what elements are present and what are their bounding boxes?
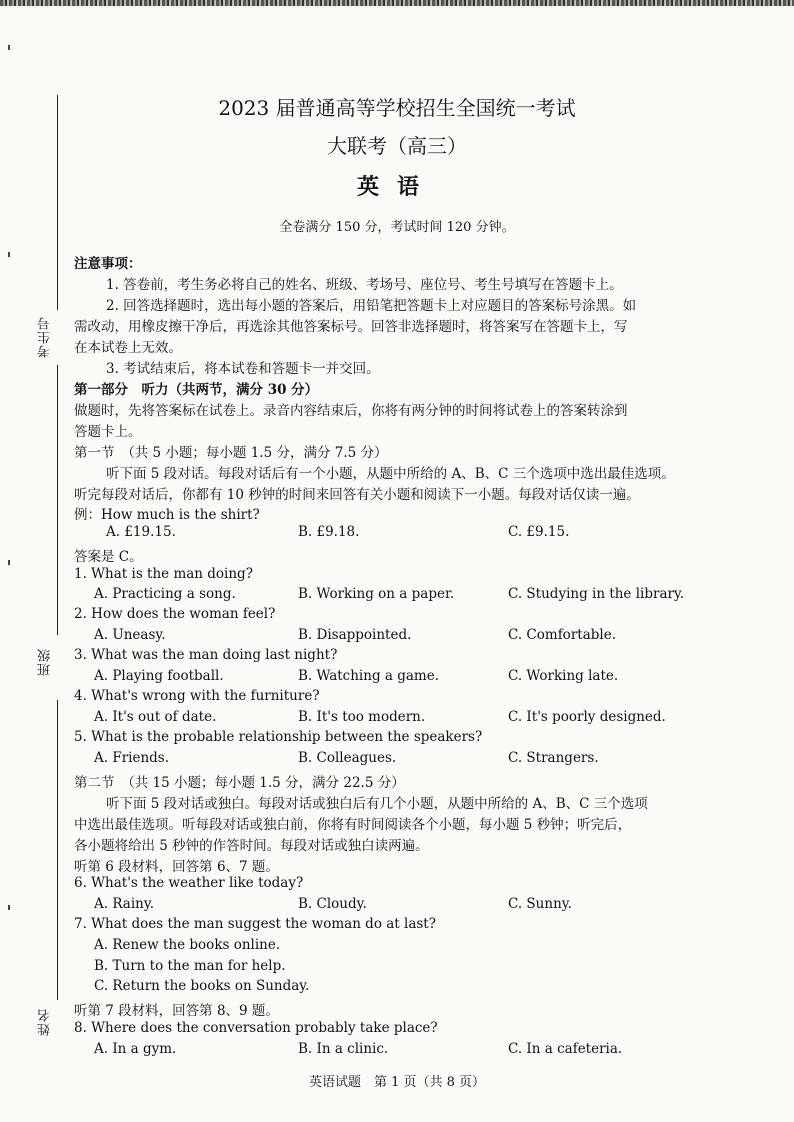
q1-option-a: A. Practicing a song.	[94, 586, 236, 602]
q7-option-a: A. Renew the books online.	[94, 937, 281, 953]
section1-directions: 听下面 5 段对话。每段对话后有一个小题，从题中所给的 A、B、C 三个选项中选出最佳选项。	[106, 466, 675, 482]
exam-subtitle: 大联考（高三）	[327, 134, 467, 158]
example-option-b: B. £9.18.	[298, 524, 360, 540]
exam-number-label: 考生号	[38, 316, 53, 358]
q8-option-b: B. In a clinic.	[298, 1041, 389, 1057]
exam-title: 2023 届普通高等学校招生全国统一考试	[218, 96, 576, 120]
part1-intro-cont: 答题卡上。	[74, 424, 142, 440]
q4-option-c: C. It's poorly designed.	[508, 709, 666, 725]
question-1: 1. What is the man doing?	[74, 566, 253, 582]
question-2: 2. How does the woman feel?	[74, 606, 276, 622]
section2-directions-end: 各小题将给出 5 秒钟的作答时间。每段对话或独白读两遍。	[74, 838, 429, 854]
q6-option-b: B. Cloudy.	[298, 896, 367, 912]
binding-line	[57, 700, 58, 1000]
q3-option-c: C. Working late.	[508, 668, 619, 684]
q3-option-b: B. Watching a game.	[298, 668, 439, 684]
notes-heading: 注意事项：	[74, 256, 142, 272]
binding-hole-mark	[8, 252, 10, 257]
q6-option-c: C. Sunny.	[508, 896, 572, 912]
q5-option-c: C. Strangers.	[508, 750, 599, 766]
question-3: 3. What was the man doing last night?	[74, 647, 338, 663]
q1-option-c: C. Studying in the library.	[508, 586, 685, 602]
question-7: 7. What does the man suggest the woman do at last?	[74, 916, 436, 932]
example-question: 例：How much is the shirt?	[74, 507, 260, 523]
note-2-cont: 需改动，用橡皮擦干净后，再选涂其他答案标号。回答非选择题时，将答案写在答题卡上，写	[74, 319, 628, 335]
binding-line	[57, 95, 58, 310]
material-7-note: 听第 7 段材料，回答第 8、9 题。	[74, 1003, 279, 1019]
binding-hole-mark	[8, 45, 10, 50]
q8-option-a: A. In a gym.	[94, 1041, 177, 1057]
example-option-a: A. £19.15.	[106, 524, 176, 540]
score-time-note: 全卷满分 150 分，考试时间 120 分钟。	[279, 220, 515, 235]
q1-option-b: B. Working on a paper.	[298, 586, 455, 602]
q4-option-b: B. It's too modern.	[298, 709, 426, 725]
note-2-end: 在本试卷上无效。	[74, 340, 182, 356]
example-answer: 答案是 C。	[74, 549, 143, 565]
q3-option-a: A. Playing football.	[94, 668, 224, 684]
q2-option-c: C. Comfortable.	[508, 627, 616, 643]
q6-option-a: A. Rainy.	[94, 896, 154, 912]
question-5: 5. What is the probable relationship between the speakers?	[74, 729, 483, 745]
part1-heading: 第一部分 听力（共两节，满分 30 分）	[74, 382, 319, 398]
binding-line	[57, 365, 58, 635]
binding-hole-mark	[8, 905, 10, 910]
q4-option-a: A. It's out of date.	[94, 709, 217, 725]
note-1: 1. 答卷前，考生务必将自己的姓名、班级、考场号、座位号、考生号填写在答题卡上。	[106, 277, 623, 293]
binding-hole-mark	[8, 560, 10, 565]
section2-directions-cont: 中选出最佳选项。听每段对话或独白前，你将有时间阅读各个小题，每小题 5 秒钟；听完后，	[74, 817, 632, 833]
q2-option-a: A. Uneasy.	[94, 627, 166, 643]
question-8: 8. Where does the conversation probably take place?	[74, 1020, 438, 1036]
section2-heading: 第二节 （共 15 小题；每小题 1.5 分，满分 22.5 分）	[74, 775, 405, 791]
class-label: 班级	[38, 648, 53, 676]
section1-directions-cont: 听完每段对话后，你都有 10 秒钟的时间来回答有关小题和阅读下一小题。每段对话仅读一遍。	[74, 487, 640, 503]
note-2: 2. 回答选择题时，选出每小题的答案后，用铅笔把答题卡上对应题目的答案标号涂黑。如	[106, 298, 637, 314]
q7-option-c: C. Return the books on Sunday.	[94, 978, 310, 994]
material-6-note: 听第 6 段材料，回答第 6、7 题。	[74, 859, 279, 875]
scan-top-band	[0, 0, 794, 6]
q8-option-c: C. In a cafeteria.	[508, 1041, 623, 1057]
name-label: 姓名	[38, 1008, 53, 1036]
question-4: 4. What's wrong with the furniture?	[74, 688, 320, 704]
q2-option-b: B. Disappointed.	[298, 627, 412, 643]
section2-directions: 听下面 5 段对话或独白。每段对话或独白后有几个小题，从题中所给的 A、B、C 三个选项	[106, 796, 648, 812]
example-option-c: C. £9.15.	[508, 524, 570, 540]
part1-intro: 做题时，先将答案标在试卷上。录音内容结束后，你将有两分钟的时间将试卷上的答案转涂到	[74, 403, 628, 419]
page-footer: 英语试题 第 1 页（共 8 页）	[308, 1075, 486, 1090]
section1-heading: 第一节 （共 5 小题；每小题 1.5 分，满分 7.5 分）	[74, 445, 388, 461]
q7-option-b: B. Turn to the man for help.	[94, 958, 286, 974]
note-3: 3. 考试结束后，将本试卷和答题卡一并交回。	[106, 361, 380, 377]
q5-option-b: B. Colleagues.	[298, 750, 397, 766]
subject-title: 英语	[356, 174, 437, 200]
q5-option-a: A. Friends.	[94, 750, 170, 766]
question-6: 6. What's the weather like today?	[74, 875, 304, 891]
